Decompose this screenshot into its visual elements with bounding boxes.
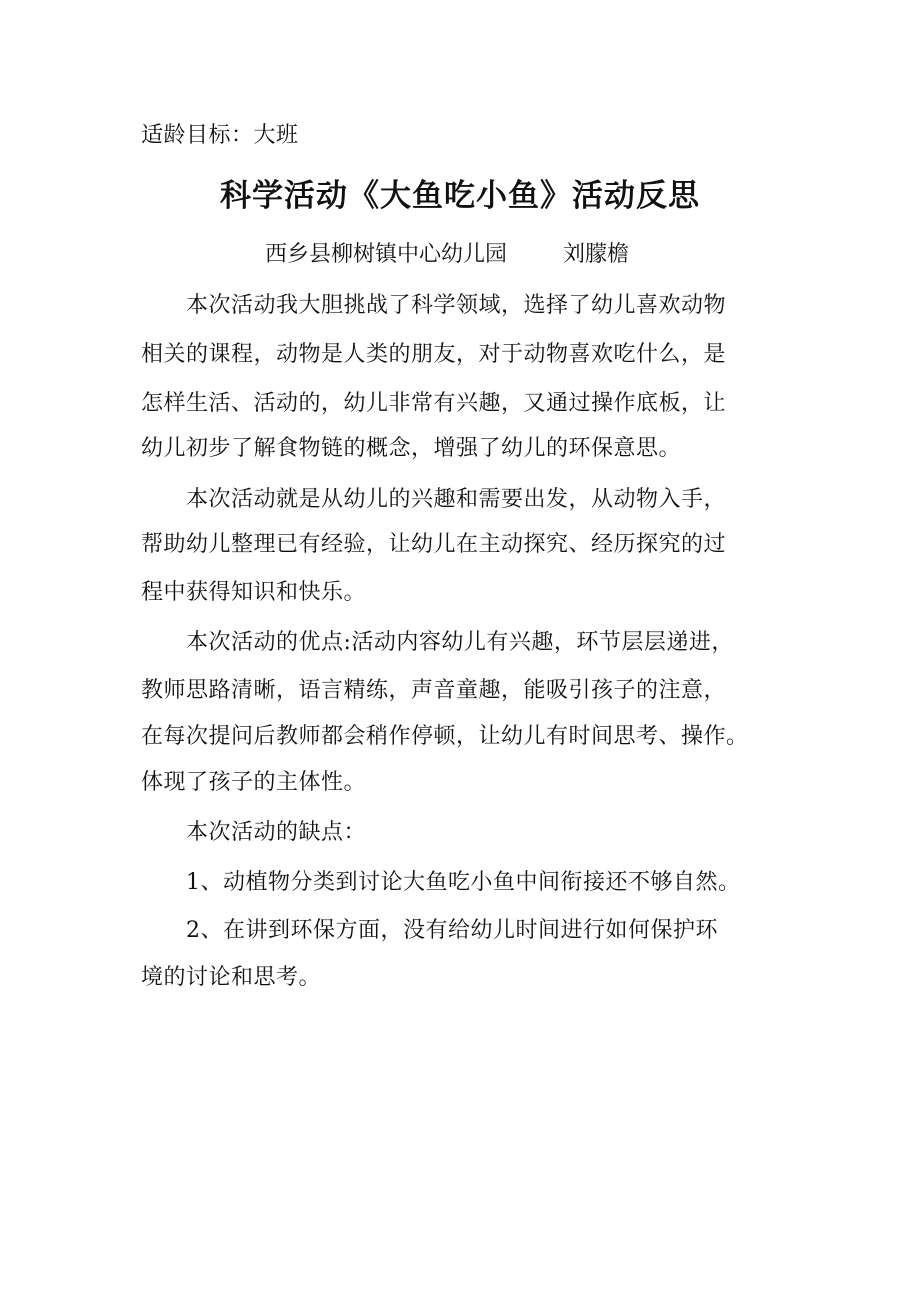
author-line xyxy=(265,240,629,270)
age-target-label: 适龄目标：大班 xyxy=(141,123,299,148)
paragraph-2-line-1: 本次活动就是从幼儿的兴趣和需要出发，从动物入手， xyxy=(186,487,727,512)
paragraph-1-line-4: 幼儿初步了解食物链的概念，增强了幼儿的环保意思。 xyxy=(141,436,682,461)
paragraph-3-line-3: 在每次提问后教师都会稍作停顿，让幼儿有时间思考、操作。 xyxy=(141,724,749,749)
paragraph-4-line-1: 本次活动的缺点： xyxy=(186,820,367,845)
paragraph-1-line-1: 本次活动我大胆挑战了科学领域，选择了幼儿喜欢动物 xyxy=(186,293,727,318)
paragraph-6-line-2: 境的讨论和思考。 xyxy=(141,965,322,990)
paragraph-3-line-1: 本次活动的优点:活动内容幼儿有兴趣，环节层层递进， xyxy=(186,630,734,655)
paragraph-1-line-3: 怎样生活、活动的，幼儿非常有兴趣，又通过操作底板，让 xyxy=(141,391,727,416)
school-name: 西乡县柳树镇中心幼儿园 xyxy=(265,242,508,267)
paragraph-1-line-2: 相关的课程，动物是人类的朋友，对于动物喜欢吃什么，是 xyxy=(141,342,727,367)
paragraph-2-line-3: 程中获得知识和快乐。 xyxy=(141,580,367,605)
paragraph-3-line-2: 教师思路清晰，语言精练，声音童趣，能吸引孩子的注意， xyxy=(141,678,727,703)
paragraph-6-line-1: 2、在讲到环保方面，没有给幼儿时间进行如何保护环 xyxy=(186,918,718,943)
author-name: 刘朦檐 xyxy=(563,242,630,267)
paragraph-5-line-1: 1、动植物分类到讨论大鱼吃小鱼中间衔接还不够自然。 xyxy=(186,870,741,895)
paragraph-2-line-2: 帮助幼儿整理已有经验，让幼儿在主动探究、经历探究的过 xyxy=(141,532,727,557)
paragraph-3-line-4: 体现了孩子的主体性。 xyxy=(141,770,367,795)
document-title: 科学活动《大鱼吃小鱼》活动反思 xyxy=(220,178,700,214)
